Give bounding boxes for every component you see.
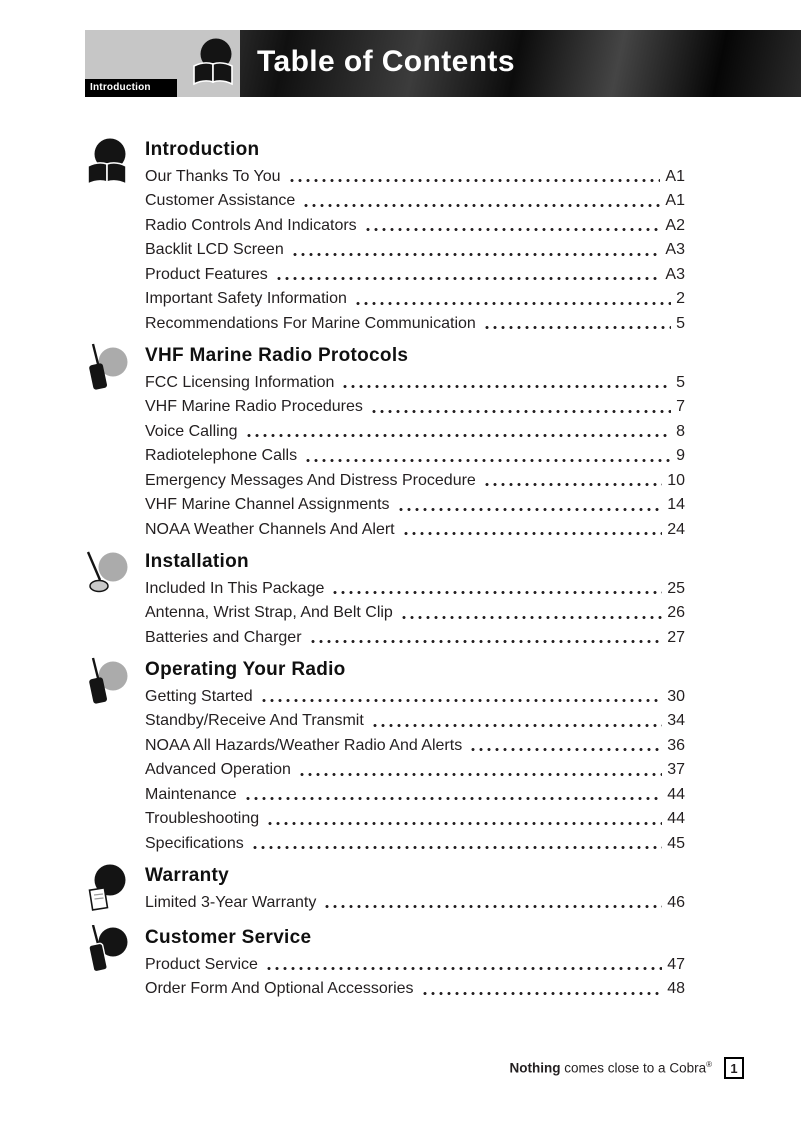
toc-entry-label: Batteries and Charger	[145, 628, 302, 646]
toc-entry-label: Maintenance	[145, 785, 237, 803]
toc-entry[interactable]	[145, 238, 685, 263]
page-number-box: 1	[724, 1057, 744, 1079]
dot-leader	[469, 748, 662, 751]
toc-entry-page: 30	[667, 687, 685, 705]
dot-leader	[483, 326, 671, 329]
toc-entry[interactable]	[145, 977, 685, 1002]
handheld-radio-icon	[85, 343, 145, 542]
dot-leader	[309, 640, 663, 643]
toc-entry[interactable]	[145, 685, 685, 710]
toc-entry-label: Getting Started	[145, 687, 253, 705]
toc-entry-page: 37	[667, 761, 685, 778]
page-footer	[510, 1057, 744, 1079]
toc-entry[interactable]	[145, 758, 685, 783]
toc-entry-page: 5	[676, 373, 685, 391]
dot-leader	[331, 591, 662, 594]
reading-person-icon	[191, 37, 237, 92]
toc-entry[interactable]	[145, 783, 685, 808]
toc-entry-page: 14	[667, 496, 685, 513]
dot-leader	[302, 204, 660, 207]
section-title: Operating Your Radio	[145, 659, 346, 680]
toc-entry-label: Recommendations For Marine Communication	[145, 314, 476, 332]
toc-entry-label: Product Service	[145, 955, 258, 973]
dot-leader	[400, 616, 662, 619]
toc-entry-page: A3	[665, 265, 685, 283]
toc-entry-label: Advanced Operation	[145, 761, 291, 778]
toc-entry-page: 46	[667, 893, 685, 911]
toc-entry-page: 5	[676, 314, 685, 332]
section-title: Warranty	[145, 865, 230, 886]
toc-section	[85, 925, 685, 1002]
toc-entry[interactable]	[145, 371, 685, 396]
toc-entry-label: Limited 3-Year Warranty	[145, 893, 317, 911]
toc-entry[interactable]	[145, 420, 685, 445]
toc-entry[interactable]	[145, 626, 685, 651]
dot-leader	[354, 302, 671, 305]
toc-entry-label: Included In This Package	[145, 579, 325, 597]
antenna-installation-icon	[85, 549, 145, 650]
toc-entry[interactable]	[145, 312, 685, 337]
toc-entry-label: Antenna, Wrist Strap, And Belt Clip	[145, 604, 393, 621]
toc-entry-page: 9	[676, 447, 685, 464]
toc-entry[interactable]	[145, 807, 685, 832]
toc-entry-page: 27	[667, 628, 685, 646]
toc-entry-page: 44	[667, 810, 685, 827]
toc-entry-page: 7	[676, 398, 685, 415]
footer-tagline-bold: Nothing	[509, 1060, 561, 1076]
toc-section	[85, 657, 685, 856]
toc-entry-page: 47	[667, 955, 685, 973]
toc-entry-page: 44	[667, 785, 685, 803]
toc-entry-label: Troubleshooting	[145, 810, 260, 827]
footer-tagline	[510, 1060, 712, 1076]
toc-entry-label: Radio Controls And Indicators	[145, 216, 357, 234]
toc-entry-page: 25	[667, 579, 685, 597]
dot-leader	[341, 385, 671, 388]
toc-entry-label: VHF Marine Radio Procedures	[145, 398, 363, 415]
toc-entry-page: 2	[676, 290, 685, 307]
toc-entry[interactable]	[145, 709, 685, 734]
toc-entry[interactable]	[145, 493, 685, 518]
dot-leader	[304, 459, 671, 462]
toc-entry-label: Voice Calling	[145, 422, 238, 440]
toc-section	[85, 863, 685, 918]
toc-entry-page: 8	[676, 422, 685, 440]
section-title: Installation	[145, 551, 249, 572]
section-entries	[145, 577, 685, 651]
dot-leader	[266, 822, 662, 825]
section-tab: Introduction	[85, 79, 177, 97]
reading-person-icon	[85, 137, 145, 336]
toc-entry[interactable]	[145, 577, 685, 602]
dot-leader	[275, 277, 661, 280]
toc-entry-page: 45	[667, 834, 685, 852]
toc-section	[85, 549, 685, 650]
section-entries	[145, 891, 685, 916]
toc-entry-page: A1	[665, 192, 685, 209]
footer-tagline-rest: comes close to a Cobra	[560, 1060, 707, 1076]
toc-entry-label: Order Form And Optional Accessories	[145, 980, 414, 997]
toc-entry-page: 24	[667, 520, 685, 538]
dot-leader	[288, 179, 661, 182]
toc-entry[interactable]	[145, 953, 685, 978]
warranty-document-icon	[85, 863, 145, 918]
dot-leader	[291, 253, 661, 256]
dot-leader	[370, 410, 671, 413]
dot-leader	[244, 797, 663, 800]
toc-entry-page: A3	[665, 241, 685, 258]
toc-entry-page: 34	[667, 712, 685, 729]
toc-entry[interactable]	[145, 214, 685, 239]
toc-entry-label: NOAA All Hazards/Weather Radio And Alerts	[145, 736, 463, 754]
customer-service-icon	[85, 925, 145, 1002]
toc-entry-label: Standby/Receive And Transmit	[145, 712, 364, 729]
toc-entry-label: VHF Marine Channel Assignments	[145, 496, 390, 513]
toc-entry-page: 10	[667, 471, 685, 489]
page-banner	[85, 30, 801, 97]
toc-entry[interactable]	[145, 734, 685, 759]
dot-leader	[251, 846, 662, 849]
toc-entry[interactable]	[145, 832, 685, 857]
toc-entry[interactable]	[145, 263, 685, 288]
toc-entry-label: Customer Assistance	[145, 192, 296, 209]
toc-entry-label: Specifications	[145, 834, 244, 852]
dot-leader	[245, 434, 672, 437]
toc-entry[interactable]	[145, 469, 685, 494]
toc-entry[interactable]	[145, 518, 685, 543]
table-of-contents	[85, 137, 685, 1009]
toc-entry[interactable]	[145, 444, 685, 469]
dot-leader	[402, 532, 663, 535]
toc-entry-page: 36	[667, 736, 685, 754]
section-entries	[145, 371, 685, 543]
toc-section	[85, 343, 685, 542]
toc-entry[interactable]	[145, 287, 685, 312]
dot-leader	[483, 483, 662, 486]
dot-leader	[421, 992, 663, 995]
section-entries	[145, 953, 685, 1002]
toc-entry[interactable]	[145, 395, 685, 420]
toc-section	[85, 137, 685, 336]
dot-leader	[298, 773, 662, 776]
toc-entry-label: FCC Licensing Information	[145, 373, 335, 391]
toc-entry-label: Backlit LCD Screen	[145, 241, 284, 258]
section-entries	[145, 165, 685, 337]
toc-entry-label: Emergency Messages And Distress Procedure	[145, 471, 476, 489]
section-title: Customer Service	[145, 927, 312, 948]
toc-entry-page: A1	[665, 167, 685, 185]
toc-entry[interactable]	[145, 165, 685, 190]
dot-leader	[260, 699, 663, 702]
section-title: VHF Marine Radio Protocols	[145, 345, 409, 366]
toc-entry-page: 26	[667, 604, 685, 621]
dot-leader	[364, 228, 661, 231]
radio-operator-icon	[85, 657, 145, 856]
toc-entry[interactable]	[145, 189, 685, 214]
section-title: Introduction	[145, 139, 260, 160]
dot-leader	[265, 967, 662, 970]
toc-entry-label: Our Thanks To You	[145, 167, 281, 185]
dot-leader	[371, 724, 662, 727]
toc-entry-label: Product Features	[145, 265, 268, 283]
toc-entry-label: NOAA Weather Channels And Alert	[145, 520, 395, 538]
toc-entry-label: Radiotelephone Calls	[145, 447, 298, 464]
dot-leader	[323, 905, 662, 908]
page-title: Table of Contents	[257, 45, 515, 78]
toc-entry[interactable]	[145, 601, 685, 626]
dot-leader	[397, 508, 663, 511]
toc-entry-page: A2	[665, 216, 685, 234]
section-entries	[145, 685, 685, 857]
toc-entry-label: Important Safety Information	[145, 290, 347, 307]
toc-entry-page: 48	[667, 980, 685, 997]
registered-mark-icon: ®	[706, 1060, 712, 1070]
toc-entry[interactable]	[145, 891, 685, 916]
